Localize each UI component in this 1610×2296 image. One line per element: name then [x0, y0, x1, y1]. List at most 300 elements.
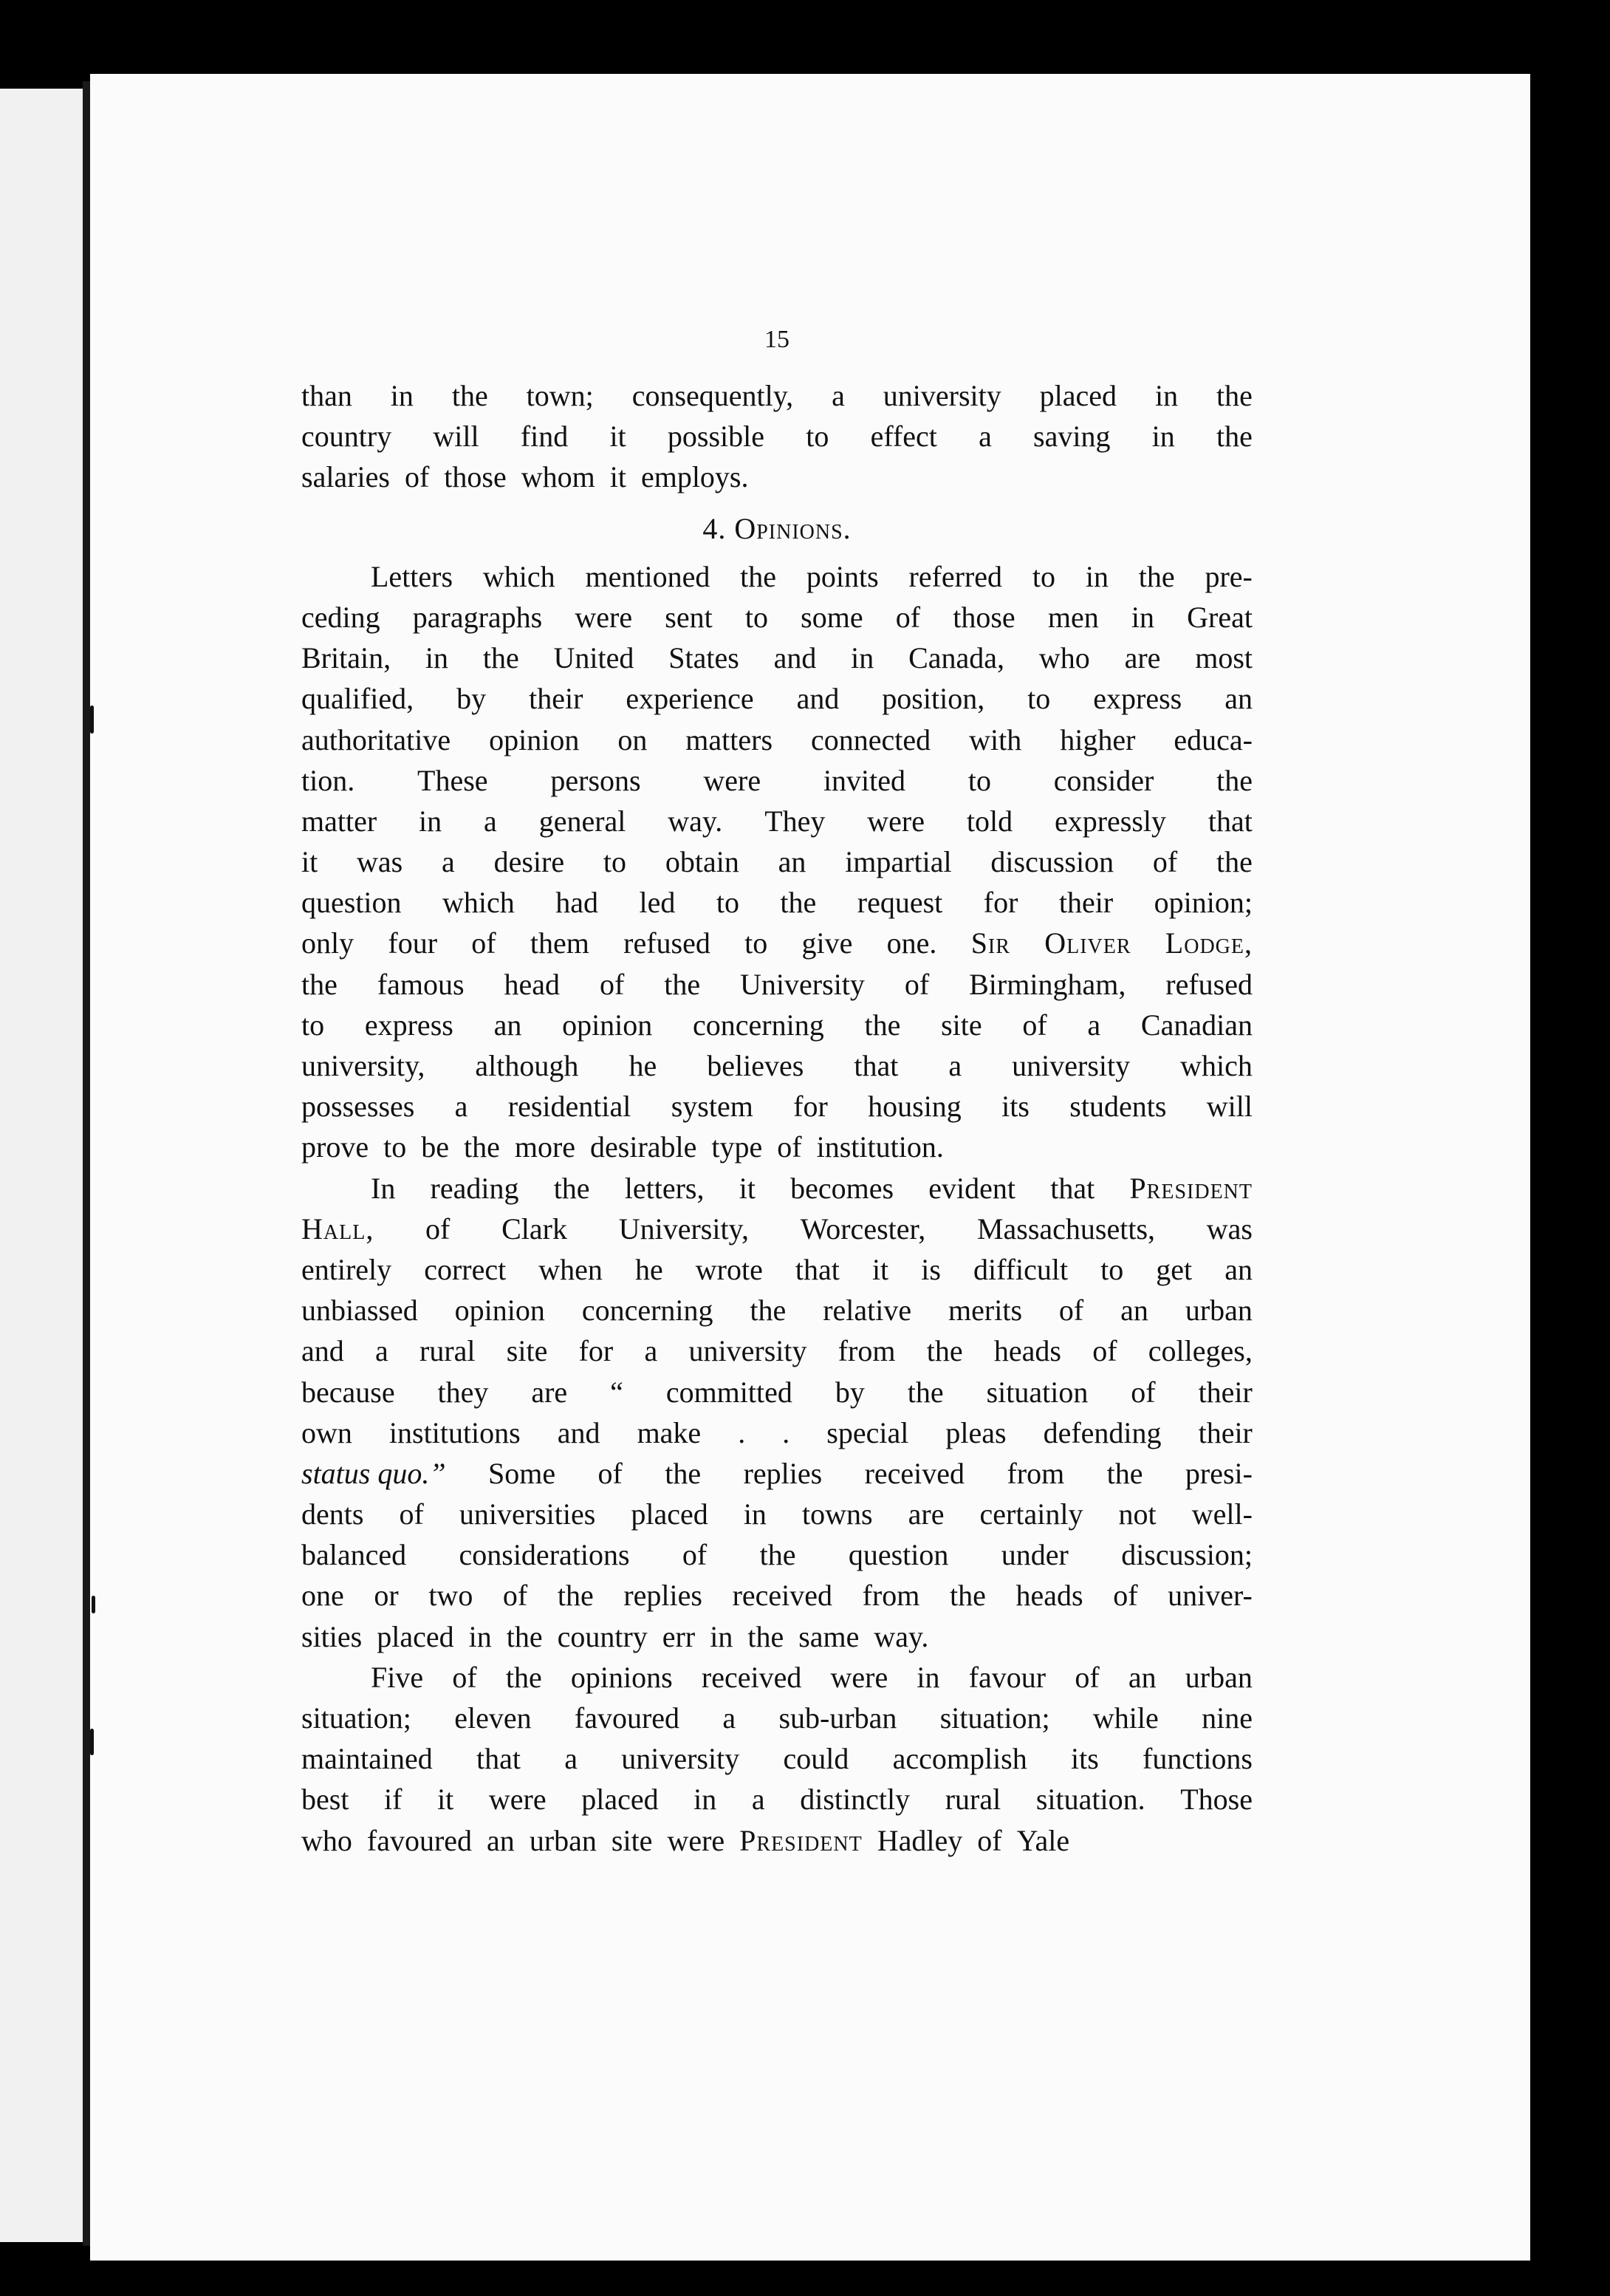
word: certainly: [979, 1497, 1083, 1531]
word: them: [530, 926, 589, 960]
word: opinion;: [1154, 886, 1253, 920]
word: an: [1120, 1294, 1148, 1328]
facing-page-edge: [0, 89, 83, 2242]
word: concerning: [693, 1008, 824, 1042]
word: University,: [618, 1212, 749, 1246]
text-line: [301, 457, 1253, 497]
word: site: [611, 1823, 653, 1857]
word: more: [514, 1130, 576, 1164]
word: referred: [908, 559, 1003, 593]
word: that: [795, 1252, 840, 1286]
word: of: [682, 1538, 708, 1572]
word: university: [621, 1742, 740, 1776]
word: placed: [631, 1497, 708, 1531]
text-line: [301, 1330, 1253, 1371]
word: of: [502, 1579, 528, 1613]
text-line: [301, 1168, 1253, 1209]
word: country: [557, 1619, 648, 1653]
word: becomes: [790, 1171, 894, 1205]
text-line: [301, 1453, 1253, 1494]
word: some: [801, 600, 863, 634]
word: consider: [1053, 763, 1154, 797]
word: Canadian: [1140, 1008, 1253, 1042]
word: the: [750, 1294, 787, 1328]
word: unbiassed: [301, 1294, 418, 1328]
word: received: [864, 1456, 965, 1490]
word: in: [1085, 559, 1109, 593]
word: higher: [1060, 722, 1136, 756]
word: one.: [886, 926, 937, 960]
word: they: [437, 1375, 489, 1409]
word: urban: [1185, 1294, 1253, 1328]
word: of: [777, 1130, 802, 1164]
word: which: [1180, 1049, 1253, 1082]
word: special: [826, 1415, 909, 1449]
word: educa-: [1174, 722, 1253, 756]
word: university,: [301, 1049, 425, 1082]
word: will: [1206, 1090, 1253, 1124]
word: invited: [823, 763, 906, 797]
word: in: [1131, 600, 1154, 634]
word: dents: [301, 1497, 364, 1531]
word: favoured: [574, 1701, 680, 1735]
text-line: [301, 1249, 1253, 1290]
text-line: [301, 1657, 1253, 1698]
word: to: [1032, 559, 1055, 593]
word: a: [751, 1783, 765, 1817]
word: of: [599, 967, 625, 1001]
word: impartial: [845, 845, 952, 879]
word: the: [451, 379, 488, 412]
word: opinions: [570, 1660, 673, 1694]
word: an: [1224, 1252, 1253, 1286]
word: .: [782, 1415, 790, 1449]
word: by: [456, 682, 487, 716]
word: find: [520, 420, 569, 454]
word: defending: [1043, 1415, 1162, 1449]
word: concerning: [581, 1294, 713, 1328]
word: of: [1113, 1579, 1138, 1613]
word: in: [468, 1619, 492, 1653]
word: the: [907, 1375, 944, 1409]
word: one: [301, 1579, 344, 1613]
word: nine: [1202, 1701, 1253, 1735]
word: refused: [623, 926, 710, 960]
word: placed: [1039, 379, 1117, 412]
word: of: [597, 1456, 623, 1490]
word: status quo.”: [301, 1456, 446, 1490]
word: way.: [668, 804, 723, 838]
word: maintained: [301, 1742, 433, 1776]
word: from: [1007, 1456, 1065, 1490]
word: wrote: [695, 1252, 763, 1286]
word: favour: [968, 1660, 1046, 1694]
word: University: [740, 967, 865, 1001]
word: United: [553, 641, 634, 675]
word: institution.: [816, 1130, 944, 1164]
word: were: [867, 804, 925, 838]
word: of: [895, 600, 921, 634]
word: functions: [1143, 1742, 1253, 1776]
word: express: [364, 1008, 453, 1042]
word: an: [487, 1823, 515, 1857]
word: tion.: [301, 763, 355, 797]
text-line: [301, 1575, 1253, 1616]
word: the: [665, 1456, 702, 1490]
word: President: [739, 1823, 863, 1857]
word: while: [1092, 1701, 1159, 1735]
text-line: [301, 416, 1253, 457]
word: and: [301, 1334, 344, 1368]
word: the: [505, 1660, 542, 1694]
word: in: [1151, 420, 1175, 454]
word: a: [375, 1334, 388, 1368]
paragraph: [301, 375, 1253, 498]
word: expressly: [1054, 804, 1167, 838]
word: in: [425, 641, 449, 675]
word: Sir: [970, 926, 1010, 960]
text-line: [301, 1209, 1253, 1249]
word: the: [864, 1008, 901, 1042]
word: in: [710, 1619, 733, 1653]
word: to: [744, 600, 768, 634]
word: a: [979, 420, 992, 454]
word: to: [301, 1008, 325, 1042]
word: to: [603, 845, 627, 879]
word: the: [506, 1619, 543, 1653]
page-text-block: [301, 325, 1253, 1861]
word: the: [950, 1579, 986, 1613]
word: Hadley: [877, 1823, 963, 1857]
word: when: [538, 1252, 603, 1286]
word: on: [617, 722, 648, 756]
word: Five: [371, 1660, 424, 1694]
word: evident: [928, 1171, 1016, 1205]
text-line: [301, 1616, 1253, 1657]
word: were: [488, 1783, 547, 1817]
word: matters: [685, 722, 773, 756]
text-line: [301, 1290, 1253, 1330]
text-line: [301, 638, 1253, 678]
word: request: [857, 886, 943, 920]
word: received: [732, 1579, 833, 1613]
word: the: [482, 641, 519, 675]
word: heads: [993, 1334, 1061, 1368]
word: obtain: [665, 845, 739, 879]
word: the: [553, 1171, 590, 1205]
text-line: [301, 1738, 1253, 1779]
word: for: [578, 1334, 614, 1368]
word: are: [531, 1375, 568, 1409]
word: of: [399, 1497, 424, 1531]
text-line: [301, 720, 1253, 760]
word: famous: [377, 967, 465, 1001]
word: the: [664, 967, 701, 1001]
word: to: [383, 1130, 407, 1164]
word: in: [743, 1497, 767, 1531]
word: refused: [1165, 967, 1253, 1001]
text-line: [301, 1086, 1253, 1127]
word: from: [862, 1579, 920, 1613]
word: to: [967, 763, 991, 797]
word: the: [1216, 845, 1253, 879]
word: of: [977, 1823, 1002, 1857]
word: residential: [507, 1090, 631, 1124]
word: that: [476, 1742, 521, 1776]
word: accomplish: [892, 1742, 1027, 1776]
word: it: [609, 460, 626, 494]
word: situation;: [939, 1701, 1050, 1735]
word: those: [953, 600, 1015, 634]
word: sub-urban: [778, 1701, 897, 1735]
word: question: [848, 1538, 949, 1572]
word: paragraphs: [412, 600, 543, 634]
word: urban: [529, 1823, 597, 1857]
word: replies: [623, 1579, 702, 1613]
word: of: [452, 1660, 477, 1694]
word: qualified,: [301, 682, 414, 716]
word: received: [701, 1660, 802, 1694]
text-line: [301, 375, 1253, 416]
word: country: [301, 420, 392, 454]
word: colleges,: [1148, 1334, 1253, 1368]
word: an: [1128, 1660, 1157, 1694]
word: a: [644, 1334, 658, 1368]
word: distinctly: [800, 1783, 911, 1817]
word: a: [442, 845, 455, 879]
word: under: [1001, 1538, 1069, 1572]
word: site: [506, 1334, 548, 1368]
word: it: [609, 420, 626, 454]
word: placed: [377, 1619, 454, 1653]
word: that: [1050, 1171, 1095, 1205]
word: type: [711, 1130, 763, 1164]
word: Great: [1187, 600, 1253, 634]
word: head: [504, 967, 561, 1001]
word: universities: [459, 1497, 596, 1531]
word: its: [1071, 1742, 1099, 1776]
section-heading-text: 4. Opinions.: [702, 511, 852, 545]
word: were: [703, 763, 761, 797]
word: univer-: [1168, 1579, 1253, 1613]
word: towns: [802, 1497, 873, 1531]
word: Worcester,: [800, 1212, 926, 1246]
word: well-: [1191, 1497, 1253, 1531]
word: of: [1058, 1294, 1084, 1328]
word: their: [1198, 1415, 1253, 1449]
word: ceding: [301, 600, 380, 634]
word: consequently,: [631, 379, 794, 412]
word: question: [301, 886, 402, 920]
margin-bracket-mark: [90, 1729, 94, 1755]
word: heads: [1015, 1579, 1083, 1613]
word: a: [832, 379, 845, 412]
word: their: [1198, 1375, 1253, 1409]
word: discussion;: [1121, 1538, 1253, 1572]
word: prove: [301, 1130, 369, 1164]
word: of: [471, 926, 496, 960]
word: entirely: [301, 1252, 392, 1286]
word: general: [538, 804, 626, 838]
word: the: [740, 559, 777, 593]
word: the: [747, 1619, 784, 1653]
text-line: [301, 1534, 1253, 1575]
word: opinion: [489, 722, 580, 756]
word: These: [417, 763, 488, 797]
word: in: [1154, 379, 1179, 412]
text-line: [301, 1412, 1253, 1453]
margin-dot-mark: [92, 1596, 95, 1613]
word: from: [837, 1334, 896, 1368]
word: of: [1131, 1375, 1156, 1409]
word: of: [404, 460, 430, 494]
word: a: [722, 1701, 736, 1735]
word: that: [1208, 804, 1253, 838]
word: saving: [1033, 420, 1111, 454]
word: reading: [430, 1171, 519, 1205]
word: way.: [874, 1619, 929, 1653]
word: “: [610, 1375, 623, 1409]
text-line: [301, 597, 1253, 638]
word: a: [454, 1090, 468, 1124]
word: salaries: [301, 460, 390, 494]
word: university: [1012, 1049, 1131, 1082]
word: Hall,: [301, 1212, 374, 1246]
text-line: [301, 801, 1253, 841]
word: experience: [626, 682, 754, 716]
page-number: 15: [764, 326, 789, 353]
word: They: [764, 804, 826, 838]
word: opinion: [562, 1008, 653, 1042]
body-paragraphs: [301, 556, 1253, 1861]
word: had: [555, 886, 599, 920]
word: own: [301, 1415, 352, 1449]
word: opinion: [454, 1294, 545, 1328]
word: correct: [424, 1252, 507, 1286]
word: the: [1138, 559, 1175, 593]
word: presi-: [1185, 1456, 1253, 1490]
word: the: [1216, 379, 1253, 412]
word: give: [801, 926, 853, 960]
word: in: [851, 641, 874, 675]
word: who: [1038, 641, 1090, 675]
word: a: [948, 1049, 962, 1082]
word: desire: [493, 845, 565, 879]
word: he: [628, 1049, 657, 1082]
word: and: [773, 641, 817, 675]
word: President: [1129, 1171, 1253, 1205]
word: their: [529, 682, 583, 716]
word: letters,: [624, 1171, 705, 1205]
text-line: [301, 923, 1253, 963]
word: Those: [1180, 1783, 1253, 1817]
text-line: [301, 882, 1253, 923]
word: the: [1216, 763, 1253, 797]
word: were: [830, 1660, 888, 1694]
word: by: [835, 1375, 865, 1409]
word: urban: [1185, 1660, 1253, 1694]
text-line: [301, 1779, 1253, 1820]
word: the: [759, 1538, 796, 1572]
word: are: [1124, 641, 1161, 675]
word: who: [301, 1823, 352, 1857]
word: told: [966, 804, 1013, 838]
word: will: [433, 420, 479, 454]
word: not: [1118, 1497, 1157, 1531]
word: its: [1001, 1090, 1030, 1124]
word: a: [1087, 1008, 1101, 1042]
paragraph: [301, 1168, 1253, 1657]
word: four: [388, 926, 438, 960]
word: persons: [550, 763, 641, 797]
word: sities: [301, 1619, 363, 1653]
word: the: [780, 886, 817, 920]
word: led: [639, 886, 676, 920]
word: replies: [743, 1456, 823, 1490]
word: Canada,: [908, 641, 1005, 675]
word: university: [688, 1334, 807, 1368]
word: the: [301, 967, 338, 1001]
word: matter: [301, 804, 377, 838]
word: university: [883, 379, 1001, 412]
word: Oliver: [1044, 926, 1131, 960]
word: situation;: [301, 1701, 411, 1735]
word: of: [1075, 1660, 1100, 1694]
word: eleven: [454, 1701, 532, 1735]
word: committed: [665, 1375, 792, 1409]
word: although: [475, 1049, 579, 1082]
word: placed: [581, 1783, 659, 1817]
word: rural: [419, 1334, 476, 1368]
word: in: [917, 1660, 940, 1694]
word: discussion: [990, 845, 1114, 879]
word: two: [428, 1579, 473, 1613]
word: students: [1069, 1090, 1167, 1124]
word: it: [301, 845, 318, 879]
word: with: [969, 722, 1022, 756]
text-line: [301, 1698, 1253, 1738]
word: was: [1206, 1212, 1253, 1246]
word: Birmingham,: [969, 967, 1126, 1001]
word: considerations: [459, 1538, 630, 1572]
word: institutions: [388, 1415, 521, 1449]
word: in: [390, 379, 414, 412]
word: to: [806, 420, 829, 454]
word: of: [904, 967, 930, 1001]
word: the: [926, 1334, 963, 1368]
text-line: [301, 841, 1253, 882]
word: those: [444, 460, 507, 494]
word: pleas: [945, 1415, 1007, 1449]
word: Lodge,: [1165, 926, 1253, 960]
word: rural: [945, 1783, 1001, 1817]
word: than: [301, 379, 352, 412]
word: to: [1027, 682, 1051, 716]
word: relative: [823, 1294, 912, 1328]
word: a: [564, 1742, 578, 1776]
word: be: [421, 1130, 449, 1164]
word: situation.: [1035, 1783, 1145, 1817]
text-line: [301, 1127, 1253, 1167]
word: best: [301, 1783, 349, 1817]
word: only: [301, 926, 354, 960]
book-gutter: [83, 81, 90, 2246]
word: effect: [870, 420, 937, 454]
text-line: [301, 1372, 1253, 1412]
word: for: [983, 886, 1018, 920]
word: it: [739, 1171, 756, 1205]
word: in: [419, 804, 442, 838]
